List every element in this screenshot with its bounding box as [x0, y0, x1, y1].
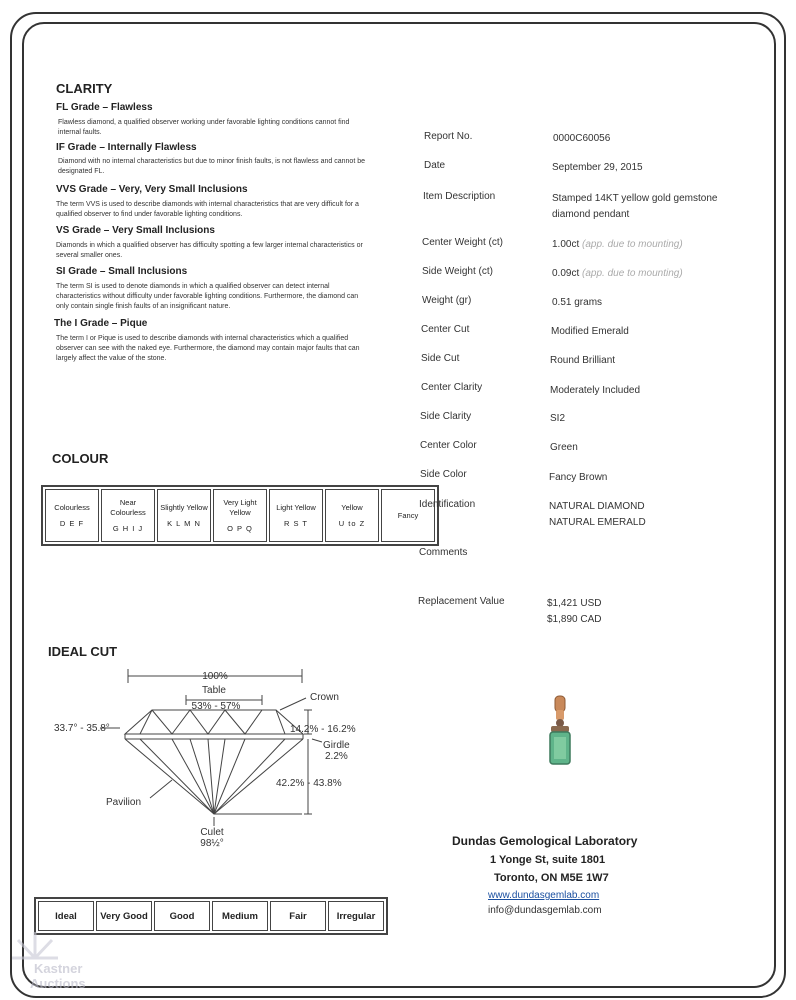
colour-cell-light-yellow: [269, 489, 323, 542]
report-no-value: 0000C60056: [553, 133, 611, 144]
colour-cell-code: K L M N: [167, 518, 201, 528]
cut-crown-height: 14.2% - 16.2%: [290, 724, 356, 735]
clarity-heading: CLARITY: [56, 81, 113, 96]
colour-scale-table: [41, 485, 439, 546]
cut-grade-ideal: Ideal: [38, 901, 94, 931]
cut-grade-table: [34, 897, 388, 935]
colour-cell-code: G H I J: [112, 523, 144, 533]
colour-cell-slightly-yellow: [157, 489, 211, 542]
center-clarity-value: Moderately Included: [550, 385, 641, 396]
colour-cell-yellow: [325, 489, 379, 542]
lab-address-1: 1 Yonge St, suite 1801: [490, 854, 606, 866]
grade-if-desc: Diamond with no internal characteristics but due to minor finish faults, is not flawless and cannot be designated FL.: [58, 158, 365, 175]
pendant-photo: [540, 692, 580, 772]
lab-website-link[interactable]: www.dundasgemlab.com: [488, 890, 600, 901]
colour-cell-code: U to Z: [338, 518, 366, 528]
item-description-value: Stamped 14KT yellow gold gemstone: [552, 193, 718, 204]
center-clarity-label: Center Clarity: [421, 382, 483, 393]
date-value: September 29, 2015: [552, 162, 643, 173]
cut-pavilion-label: Pavilion: [106, 797, 142, 808]
grade-si-desc: The term SI is used to denote diamonds in which a qualified observer can detect internal characteristics without difficulty under favorable lighting conditions. Furthermore, the diamond can only contain single finish faults of an insignificant nature.: [56, 283, 359, 310]
colour-cell-name: Very Light Yellow: [223, 497, 257, 517]
colour-cell-near-colourless: [101, 489, 155, 542]
identification-label: Identification: [419, 499, 476, 510]
side-cut-value: Round Brilliant: [550, 355, 616, 366]
colour-cell-name: Yellow: [341, 502, 363, 512]
side-weight-note: (app. due to mounting): [582, 268, 683, 279]
ideal-cut-heading: IDEAL CUT: [48, 644, 118, 659]
identification-value-line2: NATURAL EMERALD: [549, 517, 646, 528]
weight-gr-value: 0.51 grams: [552, 297, 603, 308]
replacement-value-cad: $1,890 CAD: [547, 614, 602, 625]
center-cut-value: Modified Emerald: [551, 326, 629, 337]
cut-pavilion-depth: 42.2% - 43.8%: [276, 778, 342, 789]
center-color-value: Green: [550, 442, 578, 453]
side-clarity-value: SI2: [550, 413, 566, 424]
center-color-label: Center Color: [420, 440, 477, 451]
grade-if-title: IF Grade – Internally Flawless: [56, 142, 197, 153]
side-weight-value: 0.09ct: [552, 268, 580, 279]
cut-culet-value: 98½°: [200, 838, 224, 849]
grade-i-title: The I Grade – Pique: [54, 318, 148, 329]
center-weight-value-row: [552, 239, 683, 250]
grade-vs-title: VS Grade – Very Small Inclusions: [56, 225, 215, 236]
side-weight-value-row: [552, 268, 683, 279]
identification-value: NATURAL DIAMOND: [549, 501, 645, 512]
cut-grade-good: Good: [154, 901, 210, 931]
cut-width-label: 100%: [202, 671, 228, 682]
center-weight-note: (app. due to mounting): [582, 239, 683, 250]
center-weight-label: Center Weight (ct): [422, 237, 503, 248]
lab-address-2: Toronto, ON M5E 1W7: [494, 872, 609, 884]
colour-heading: COLOUR: [52, 451, 109, 466]
grade-si-title: SI Grade – Small Inclusions: [56, 266, 188, 277]
grade-i-desc: The term I or Pique is used to describe diamonds with internal characteristics which a qualified observer can see with the naked eye. Furthermore, the diamond may contain major faults that can largely affect the value of the stone.: [56, 335, 360, 362]
cut-girdle-value: 2.2%: [325, 751, 348, 762]
colour-cell-fancy: [381, 489, 435, 542]
cut-table-range: 53% - 57%: [191, 701, 241, 712]
grade-vs-desc: Diamonds in which a qualified observer has difficulty spotting a few larger internal characteristics or several smaller ones.: [56, 242, 363, 259]
lab-name: Dundas Gemological Laboratory: [452, 834, 638, 848]
grade-vvs-title: VVS Grade – Very, Very Small Inclusions: [56, 184, 248, 195]
center-cut-label: Center Cut: [421, 324, 470, 335]
colour-cell-code: R S T: [283, 518, 309, 528]
colour-cell-name: Colourless: [54, 502, 90, 512]
comments-label: Comments: [419, 547, 468, 558]
watermark-line2: Auctions: [30, 976, 86, 991]
colour-cell-code: O P Q: [227, 523, 253, 533]
side-cut-label: Side Cut: [421, 353, 460, 364]
colour-cell-name: Fancy: [397, 510, 419, 520]
cut-girdle-label: Girdle: [323, 740, 350, 751]
lab-email: info@dundasgemlab.com: [488, 905, 602, 916]
diamond-diagram: [40, 662, 380, 852]
grade-vvs-desc: The term VVS is used to describe diamonds with internal characteristics that are very difficult for a qualified observer to find under favorable lighting conditions.: [56, 201, 359, 218]
colour-cell-very-light-yellow: [213, 489, 267, 542]
item-description-value-line2: diamond pendant: [552, 209, 630, 220]
cut-grade-irregular: Irregular: [328, 901, 384, 931]
cut-crown-angle: 33.7° - 35.8°: [54, 723, 110, 734]
cut-grade-very-good: Very Good: [96, 901, 152, 931]
replacement-value-usd: $1,421 USD: [547, 598, 602, 609]
date-label: Date: [424, 160, 446, 171]
side-color-value: Fancy Brown: [549, 472, 608, 483]
grade-fl-title: FL Grade – Flawless: [56, 102, 153, 113]
colour-cell-colourless: [45, 489, 99, 542]
item-description-label: Item Description: [423, 191, 496, 202]
side-color-label: Side Color: [420, 469, 467, 480]
weight-gr-label: Weight (gr): [422, 295, 472, 306]
watermark-line1: Kastner: [34, 961, 83, 976]
colour-cell-name: Slightly Yellow: [160, 502, 208, 512]
cut-table-label: Table: [202, 685, 226, 696]
center-weight-value: 1.00ct: [552, 239, 580, 250]
report-no-label: Report No.: [424, 131, 473, 142]
replacement-value-label: Replacement Value: [418, 596, 505, 607]
cut-grade-fair: Fair: [270, 901, 326, 931]
cut-grade-medium: Medium: [212, 901, 268, 931]
colour-cell-name: Light Yellow: [276, 502, 316, 512]
grade-fl-desc: Flawless diamond, a qualified observer working under favorable lighting conditions cannot find internal faults.: [58, 119, 350, 136]
cut-culet-label: Culet: [200, 827, 224, 838]
side-weight-label: Side Weight (ct): [422, 266, 493, 277]
cut-crown-label: Crown: [310, 692, 339, 703]
side-clarity-label: Side Clarity: [420, 411, 472, 422]
colour-cell-code: D E F: [59, 518, 85, 528]
colour-cell-name: Near Colourless: [110, 497, 146, 517]
